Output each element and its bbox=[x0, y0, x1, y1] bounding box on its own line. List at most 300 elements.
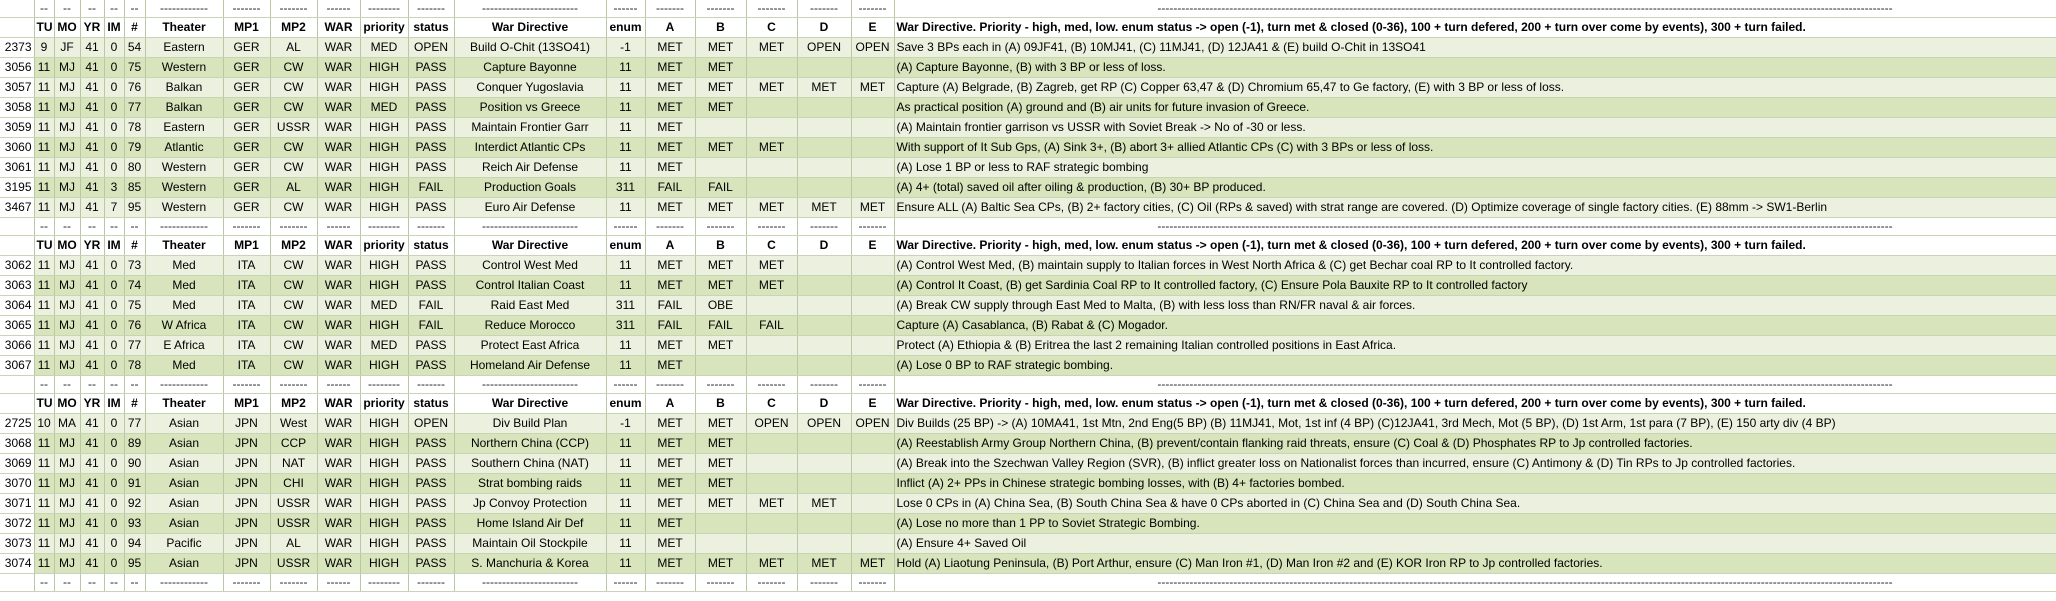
cell[interactable] bbox=[746, 296, 797, 316]
cell[interactable] bbox=[695, 534, 746, 554]
cell[interactable]: C bbox=[746, 18, 797, 38]
cell[interactable]: MET bbox=[695, 58, 746, 78]
cell[interactable]: -- bbox=[124, 574, 145, 592]
cell[interactable]: CW bbox=[270, 276, 317, 296]
cell[interactable]: 11 bbox=[34, 316, 54, 336]
cell[interactable]: WAR bbox=[317, 394, 360, 414]
cell[interactable]: ------- bbox=[797, 218, 851, 236]
cell[interactable]: WAR bbox=[317, 336, 360, 356]
cell[interactable]: PASS bbox=[408, 514, 454, 534]
cell[interactable]: ------------ bbox=[145, 0, 223, 18]
cell[interactable]: AL bbox=[270, 38, 317, 58]
cell[interactable]: (A) Break into the Szechwan Valley Region (SVR), (B) inflict greater loss on Nationalist forces than incurred, ensure (C) Antimony & (D) Tin RPs to Jp controlled factories. bbox=[894, 454, 2056, 474]
cell[interactable] bbox=[797, 256, 851, 276]
cell[interactable]: OPEN bbox=[408, 38, 454, 58]
cell[interactable]: enum bbox=[606, 394, 645, 414]
cell[interactable]: 3063 bbox=[0, 276, 34, 296]
cell[interactable]: 11 bbox=[606, 454, 645, 474]
cell[interactable]: CW bbox=[270, 356, 317, 376]
cell[interactable] bbox=[797, 58, 851, 78]
cell[interactable]: As practical position (A) ground and (B) air units for future invasion of Greece. bbox=[894, 98, 2056, 118]
cell[interactable]: 311 bbox=[606, 178, 645, 198]
cell[interactable]: ITA bbox=[223, 276, 270, 296]
cell[interactable]: (A) Break CW supply through East Med to Malta, (B) with less loss than RN/FR naval & air forces. bbox=[894, 296, 2056, 316]
cell[interactable] bbox=[746, 534, 797, 554]
cell[interactable]: HIGH bbox=[360, 198, 408, 218]
cell[interactable]: 41 bbox=[80, 316, 104, 336]
cell[interactable]: 3058 bbox=[0, 98, 34, 118]
cell[interactable]: MET bbox=[695, 38, 746, 58]
cell[interactable]: 41 bbox=[80, 256, 104, 276]
cell[interactable]: 41 bbox=[80, 118, 104, 138]
cell[interactable]: (A) Lose no more than 1 PP to Soviet Strategic Bombing. bbox=[894, 514, 2056, 534]
cell[interactable]: MET bbox=[645, 534, 695, 554]
cell[interactable]: AL bbox=[270, 534, 317, 554]
cell[interactable] bbox=[797, 514, 851, 534]
cell[interactable]: -- bbox=[54, 218, 80, 236]
cell[interactable]: 11 bbox=[34, 58, 54, 78]
cell[interactable]: ------------------------ bbox=[454, 574, 606, 592]
cell[interactable]: MA bbox=[54, 414, 80, 434]
cell[interactable]: CW bbox=[270, 316, 317, 336]
cell[interactable]: E bbox=[851, 394, 894, 414]
cell[interactable]: WAR bbox=[317, 534, 360, 554]
cell[interactable]: ------ bbox=[317, 574, 360, 592]
cell[interactable]: ---------------------------------------------------------------------------------------------------------------------------------------------------------------------------------------- bbox=[894, 0, 2056, 18]
cell[interactable]: 0 bbox=[104, 316, 124, 336]
cell[interactable]: GER bbox=[223, 98, 270, 118]
cell[interactable]: 93 bbox=[124, 514, 145, 534]
cell[interactable]: WAR bbox=[317, 316, 360, 336]
cell[interactable]: 41 bbox=[80, 434, 104, 454]
cell[interactable]: CCP bbox=[270, 434, 317, 454]
cell[interactable]: -- bbox=[34, 574, 54, 592]
cell[interactable]: Strat bombing raids bbox=[454, 474, 606, 494]
cell[interactable]: 11 bbox=[606, 356, 645, 376]
cell[interactable]: -- bbox=[34, 0, 54, 18]
cell[interactable]: enum bbox=[606, 236, 645, 256]
cell[interactable]: Eastern bbox=[145, 38, 223, 58]
cell[interactable]: 3057 bbox=[0, 78, 34, 98]
cell[interactable]: 94 bbox=[124, 534, 145, 554]
cell[interactable]: 11 bbox=[34, 276, 54, 296]
cell[interactable]: PASS bbox=[408, 78, 454, 98]
cell[interactable]: 11 bbox=[606, 138, 645, 158]
cell[interactable]: PASS bbox=[408, 554, 454, 574]
cell[interactable]: 3071 bbox=[0, 494, 34, 514]
cell[interactable]: 11 bbox=[606, 198, 645, 218]
cell[interactable]: -1 bbox=[606, 414, 645, 434]
cell[interactable]: 0 bbox=[104, 98, 124, 118]
cell[interactable]: MP2 bbox=[270, 18, 317, 38]
cell[interactable]: Theater bbox=[145, 236, 223, 256]
cell[interactable]: Eastern bbox=[145, 118, 223, 138]
cell[interactable]: WAR bbox=[317, 178, 360, 198]
cell[interactable]: Asian bbox=[145, 514, 223, 534]
cell[interactable]: Control West Med bbox=[454, 256, 606, 276]
cell[interactable]: 3069 bbox=[0, 454, 34, 474]
cell[interactable]: 79 bbox=[124, 138, 145, 158]
cell[interactable]: ---------------------------------------------------------------------------------------------------------------------------------------------------------------------------------------- bbox=[894, 574, 2056, 592]
cell[interactable]: MET bbox=[746, 198, 797, 218]
cell[interactable]: E bbox=[851, 236, 894, 256]
cell[interactable]: JPN bbox=[223, 494, 270, 514]
cell[interactable]: MET bbox=[851, 554, 894, 574]
cell[interactable]: ITA bbox=[223, 256, 270, 276]
cell[interactable]: ------- bbox=[695, 376, 746, 394]
cell[interactable]: WAR bbox=[317, 158, 360, 178]
cell[interactable]: MP2 bbox=[270, 394, 317, 414]
cell[interactable]: 0 bbox=[104, 554, 124, 574]
cell[interactable]: -------- bbox=[360, 218, 408, 236]
cell[interactable]: Theater bbox=[145, 18, 223, 38]
cell[interactable]: 41 bbox=[80, 494, 104, 514]
cell[interactable]: MET bbox=[645, 138, 695, 158]
cell[interactable]: ------ bbox=[606, 218, 645, 236]
cell[interactable] bbox=[797, 474, 851, 494]
cell[interactable] bbox=[746, 58, 797, 78]
cell[interactable]: 0 bbox=[104, 138, 124, 158]
cell[interactable]: MP1 bbox=[223, 236, 270, 256]
cell[interactable]: War Directive. Priority - high, med, low. enum status -> open (-1), turn met & closed (0-36), 100 + turn defered, 200 + turn over come by events), 300 + turn failed. bbox=[894, 236, 2056, 256]
cell[interactable]: CHI bbox=[270, 474, 317, 494]
cell[interactable]: 0 bbox=[104, 494, 124, 514]
cell[interactable]: 3059 bbox=[0, 118, 34, 138]
cell[interactable]: 73 bbox=[124, 256, 145, 276]
cell[interactable]: OPEN bbox=[851, 38, 894, 58]
cell[interactable]: 41 bbox=[80, 554, 104, 574]
cell[interactable]: 11 bbox=[34, 158, 54, 178]
cell[interactable]: MET bbox=[645, 58, 695, 78]
cell[interactable]: Northern China (CCP) bbox=[454, 434, 606, 454]
cell[interactable]: ---------------------------------------------------------------------------------------------------------------------------------------------------------------------------------------- bbox=[894, 376, 2056, 394]
cell[interactable]: HIGH bbox=[360, 138, 408, 158]
cell[interactable] bbox=[851, 158, 894, 178]
cell[interactable]: MET bbox=[695, 434, 746, 454]
cell[interactable]: Med bbox=[145, 356, 223, 376]
cell[interactable]: MET bbox=[746, 276, 797, 296]
cell[interactable]: (A) Control West Med, (B) maintain supply to Italian forces in West North Africa & (C) get Bechar coal RP to It controlled factory. bbox=[894, 256, 2056, 276]
cell[interactable]: PASS bbox=[408, 98, 454, 118]
cell[interactable]: ------- bbox=[851, 0, 894, 18]
cell[interactable]: ------- bbox=[695, 0, 746, 18]
cell[interactable]: TU bbox=[34, 236, 54, 256]
cell[interactable]: FAIL bbox=[408, 178, 454, 198]
cell[interactable]: Position vs Greece bbox=[454, 98, 606, 118]
cell[interactable]: Atlantic bbox=[145, 138, 223, 158]
cell[interactable]: CW bbox=[270, 138, 317, 158]
cell[interactable]: WAR bbox=[317, 18, 360, 38]
cell[interactable]: Home Island Air Def bbox=[454, 514, 606, 534]
cell[interactable]: HIGH bbox=[360, 158, 408, 178]
cell[interactable] bbox=[851, 336, 894, 356]
cell[interactable]: 11 bbox=[606, 336, 645, 356]
cell[interactable]: -- bbox=[124, 0, 145, 18]
cell[interactable]: CW bbox=[270, 256, 317, 276]
cell[interactable]: 3073 bbox=[0, 534, 34, 554]
cell[interactable]: status bbox=[408, 394, 454, 414]
cell[interactable]: priority bbox=[360, 236, 408, 256]
cell[interactable] bbox=[797, 276, 851, 296]
cell[interactable]: HIGH bbox=[360, 356, 408, 376]
cell[interactable]: MJ bbox=[54, 296, 80, 316]
cell[interactable]: 11 bbox=[34, 356, 54, 376]
cell[interactable]: (A) Control It Coast, (B) get Sardinia Coal RP to It controlled factory, (C) Ensure Pola Bauxite RP to It controlled factory bbox=[894, 276, 2056, 296]
cell[interactable]: War Directive bbox=[454, 18, 606, 38]
cell[interactable]: Save 3 BPs each in (A) 09JF41, (B) 10MJ41, (C) 11MJ41, (D) 12JA41 & (E) build O-Chit in 13SO41 bbox=[894, 38, 2056, 58]
cell[interactable]: 10 bbox=[34, 414, 54, 434]
cell[interactable]: ------- bbox=[223, 218, 270, 236]
cell[interactable]: 41 bbox=[80, 138, 104, 158]
cell[interactable]: -- bbox=[104, 376, 124, 394]
cell[interactable] bbox=[797, 534, 851, 554]
cell[interactable]: MO bbox=[54, 394, 80, 414]
cell[interactable] bbox=[851, 256, 894, 276]
cell[interactable]: MET bbox=[645, 494, 695, 514]
cell[interactable]: 3068 bbox=[0, 434, 34, 454]
cell[interactable]: Med bbox=[145, 296, 223, 316]
cell[interactable]: 11 bbox=[606, 434, 645, 454]
cell[interactable]: -- bbox=[104, 574, 124, 592]
cell[interactable]: D bbox=[797, 18, 851, 38]
cell[interactable]: MJ bbox=[54, 276, 80, 296]
cell[interactable]: MET bbox=[695, 276, 746, 296]
cell[interactable]: ------- bbox=[695, 218, 746, 236]
cell[interactable]: 11 bbox=[606, 58, 645, 78]
cell[interactable]: MJ bbox=[54, 336, 80, 356]
cell[interactable] bbox=[746, 356, 797, 376]
cell[interactable]: # bbox=[124, 236, 145, 256]
cell[interactable]: 3065 bbox=[0, 316, 34, 336]
cell[interactable]: 11 bbox=[34, 534, 54, 554]
cell[interactable]: JPN bbox=[223, 514, 270, 534]
cell[interactable]: Reich Air Defense bbox=[454, 158, 606, 178]
cell[interactable]: Raid East Med bbox=[454, 296, 606, 316]
cell[interactable]: ITA bbox=[223, 336, 270, 356]
cell[interactable] bbox=[746, 158, 797, 178]
cell[interactable] bbox=[797, 138, 851, 158]
cell[interactable]: MJ bbox=[54, 514, 80, 534]
cell[interactable] bbox=[851, 434, 894, 454]
cell[interactable]: GER bbox=[223, 178, 270, 198]
cell[interactable]: OPEN bbox=[408, 414, 454, 434]
cell[interactable]: War Directive bbox=[454, 236, 606, 256]
cell[interactable]: ------- bbox=[408, 218, 454, 236]
cell[interactable]: D bbox=[797, 394, 851, 414]
cell[interactable]: MED bbox=[360, 98, 408, 118]
cell[interactable]: -- bbox=[80, 574, 104, 592]
cell[interactable]: 41 bbox=[80, 276, 104, 296]
cell[interactable]: MET bbox=[645, 434, 695, 454]
cell[interactable]: PASS bbox=[408, 474, 454, 494]
cell[interactable]: CW bbox=[270, 58, 317, 78]
cell[interactable]: -- bbox=[80, 376, 104, 394]
cell[interactable]: 11 bbox=[34, 554, 54, 574]
cell[interactable]: OPEN bbox=[851, 414, 894, 434]
cell[interactable]: HIGH bbox=[360, 494, 408, 514]
cell[interactable] bbox=[695, 118, 746, 138]
cell[interactable]: 3195 bbox=[0, 178, 34, 198]
cell[interactable]: (A) Capture Bayonne, (B) with 3 BP or less of loss. bbox=[894, 58, 2056, 78]
cell[interactable]: -- bbox=[124, 376, 145, 394]
cell[interactable]: Ensure ALL (A) Baltic Sea CPs, (B) 2+ factory cities, (C) Oil (RPs & saved) with strat range are covered. (D) Optimize coverage of single factory cities. (E) 88mm -> SW1-Berlin bbox=[894, 198, 2056, 218]
cell[interactable]: ------------ bbox=[145, 218, 223, 236]
cell[interactable]: PASS bbox=[408, 454, 454, 474]
cell[interactable]: MJ bbox=[54, 356, 80, 376]
cell[interactable]: JPN bbox=[223, 554, 270, 574]
cell[interactable]: OPEN bbox=[746, 414, 797, 434]
cell[interactable]: WAR bbox=[317, 38, 360, 58]
cell[interactable]: MET bbox=[797, 78, 851, 98]
cell[interactable]: 11 bbox=[34, 474, 54, 494]
cell[interactable] bbox=[851, 494, 894, 514]
cell[interactable]: 9 bbox=[34, 38, 54, 58]
cell[interactable]: Asian bbox=[145, 414, 223, 434]
cell[interactable]: E Africa bbox=[145, 336, 223, 356]
cell[interactable] bbox=[695, 158, 746, 178]
cell[interactable]: MET bbox=[695, 554, 746, 574]
cell[interactable]: USSR bbox=[270, 554, 317, 574]
cell[interactable]: FAIL bbox=[746, 316, 797, 336]
cell[interactable]: 3061 bbox=[0, 158, 34, 178]
cell[interactable]: MET bbox=[645, 356, 695, 376]
cell[interactable]: OPEN bbox=[797, 414, 851, 434]
cell[interactable]: WAR bbox=[317, 58, 360, 78]
cell[interactable]: WAR bbox=[317, 198, 360, 218]
cell[interactable]: PASS bbox=[408, 494, 454, 514]
cell[interactable]: TU bbox=[34, 394, 54, 414]
cell[interactable]: Jp Convoy Protection bbox=[454, 494, 606, 514]
cell[interactable] bbox=[851, 138, 894, 158]
cell[interactable]: 3074 bbox=[0, 554, 34, 574]
cell[interactable] bbox=[0, 18, 34, 38]
cell[interactable] bbox=[851, 178, 894, 198]
cell[interactable]: MET bbox=[746, 138, 797, 158]
cell[interactable]: MJ bbox=[54, 474, 80, 494]
cell[interactable] bbox=[851, 296, 894, 316]
cell[interactable]: ------------------------ bbox=[454, 218, 606, 236]
cell[interactable]: 85 bbox=[124, 178, 145, 198]
cell[interactable]: 0 bbox=[104, 514, 124, 534]
cell[interactable]: 41 bbox=[80, 198, 104, 218]
cell[interactable]: MET bbox=[851, 198, 894, 218]
cell[interactable]: YR bbox=[80, 236, 104, 256]
cell[interactable]: ------- bbox=[408, 0, 454, 18]
cell[interactable]: -------- bbox=[360, 0, 408, 18]
cell[interactable]: IM bbox=[104, 236, 124, 256]
cell[interactable]: WAR bbox=[317, 494, 360, 514]
cell[interactable]: 0 bbox=[104, 58, 124, 78]
cell[interactable]: 78 bbox=[124, 118, 145, 138]
cell[interactable]: 54 bbox=[124, 38, 145, 58]
cell[interactable]: ---------------------------------------------------------------------------------------------------------------------------------------------------------------------------------------- bbox=[894, 218, 2056, 236]
cell[interactable]: -- bbox=[34, 218, 54, 236]
cell[interactable]: 41 bbox=[80, 178, 104, 198]
cell[interactable]: (A) Reestablish Army Group Northern China, (B) prevent/contain flanking raid threats, ensure (C) Coal & (D) Phosphates RP to Jp controlled factories. bbox=[894, 434, 2056, 454]
cell[interactable]: 11 bbox=[606, 118, 645, 138]
cell[interactable]: WAR bbox=[317, 514, 360, 534]
cell[interactable]: 3072 bbox=[0, 514, 34, 534]
cell[interactable]: ------------ bbox=[145, 574, 223, 592]
cell[interactable] bbox=[797, 178, 851, 198]
cell[interactable]: 3066 bbox=[0, 336, 34, 356]
cell[interactable]: MET bbox=[746, 38, 797, 58]
cell[interactable]: War Directive. Priority - high, med, low. enum status -> open (-1), turn met & closed (0-36), 100 + turn defered, 200 + turn over come by events), 300 + turn failed. bbox=[894, 18, 2056, 38]
cell[interactable] bbox=[797, 316, 851, 336]
cell[interactable]: 77 bbox=[124, 336, 145, 356]
cell[interactable]: 41 bbox=[80, 474, 104, 494]
cell[interactable]: ITA bbox=[223, 356, 270, 376]
cell[interactable]: Western bbox=[145, 158, 223, 178]
cell[interactable]: NAT bbox=[270, 454, 317, 474]
cell[interactable]: IM bbox=[104, 18, 124, 38]
cell[interactable]: 95 bbox=[124, 554, 145, 574]
cell[interactable]: 0 bbox=[104, 38, 124, 58]
cell[interactable]: CW bbox=[270, 158, 317, 178]
cell[interactable]: 0 bbox=[104, 158, 124, 178]
cell[interactable]: HIGH bbox=[360, 514, 408, 534]
cell[interactable]: Control Italian Coast bbox=[454, 276, 606, 296]
cell[interactable]: 75 bbox=[124, 58, 145, 78]
cell[interactable] bbox=[851, 98, 894, 118]
cell[interactable]: 11 bbox=[34, 454, 54, 474]
cell[interactable]: A bbox=[645, 236, 695, 256]
cell[interactable]: 41 bbox=[80, 414, 104, 434]
cell[interactable]: USSR bbox=[270, 514, 317, 534]
cell[interactable]: HIGH bbox=[360, 78, 408, 98]
cell[interactable]: Asian bbox=[145, 434, 223, 454]
cell[interactable]: JPN bbox=[223, 414, 270, 434]
cell[interactable]: ------ bbox=[606, 0, 645, 18]
cell[interactable]: HIGH bbox=[360, 316, 408, 336]
cell[interactable]: D bbox=[797, 236, 851, 256]
cell[interactable]: 11 bbox=[606, 474, 645, 494]
cell[interactable]: WAR bbox=[317, 236, 360, 256]
cell[interactable]: 0 bbox=[104, 454, 124, 474]
cell[interactable]: MET bbox=[645, 158, 695, 178]
cell[interactable]: ------- bbox=[746, 376, 797, 394]
cell[interactable]: PASS bbox=[408, 434, 454, 454]
cell[interactable]: Homeland Air Defense bbox=[454, 356, 606, 376]
cell[interactable]: 77 bbox=[124, 98, 145, 118]
cell[interactable] bbox=[0, 0, 34, 18]
cell[interactable]: MJ bbox=[54, 534, 80, 554]
cell[interactable]: Asian bbox=[145, 494, 223, 514]
cell[interactable]: MET bbox=[695, 454, 746, 474]
cell[interactable]: 3067 bbox=[0, 356, 34, 376]
cell[interactable]: 2725 bbox=[0, 414, 34, 434]
cell[interactable]: -- bbox=[80, 218, 104, 236]
cell[interactable]: -- bbox=[104, 218, 124, 236]
cell[interactable]: (A) Lose 1 BP or less to RAF strategic bombing bbox=[894, 158, 2056, 178]
cell[interactable]: MET bbox=[797, 494, 851, 514]
cell[interactable]: YR bbox=[80, 394, 104, 414]
cell[interactable]: CW bbox=[270, 296, 317, 316]
cell[interactable]: MET bbox=[797, 554, 851, 574]
cell[interactable]: -- bbox=[80, 0, 104, 18]
cell[interactable]: B bbox=[695, 394, 746, 414]
cell[interactable]: -- bbox=[104, 0, 124, 18]
cell[interactable]: Maintain Oil Stockpile bbox=[454, 534, 606, 554]
cell[interactable]: MET bbox=[645, 256, 695, 276]
cell[interactable]: ------- bbox=[270, 218, 317, 236]
cell[interactable]: ------- bbox=[645, 574, 695, 592]
cell[interactable] bbox=[851, 454, 894, 474]
cell[interactable]: Protect East Africa bbox=[454, 336, 606, 356]
cell[interactable]: ------- bbox=[746, 574, 797, 592]
cell[interactable]: MP2 bbox=[270, 236, 317, 256]
cell[interactable]: Southern China (NAT) bbox=[454, 454, 606, 474]
